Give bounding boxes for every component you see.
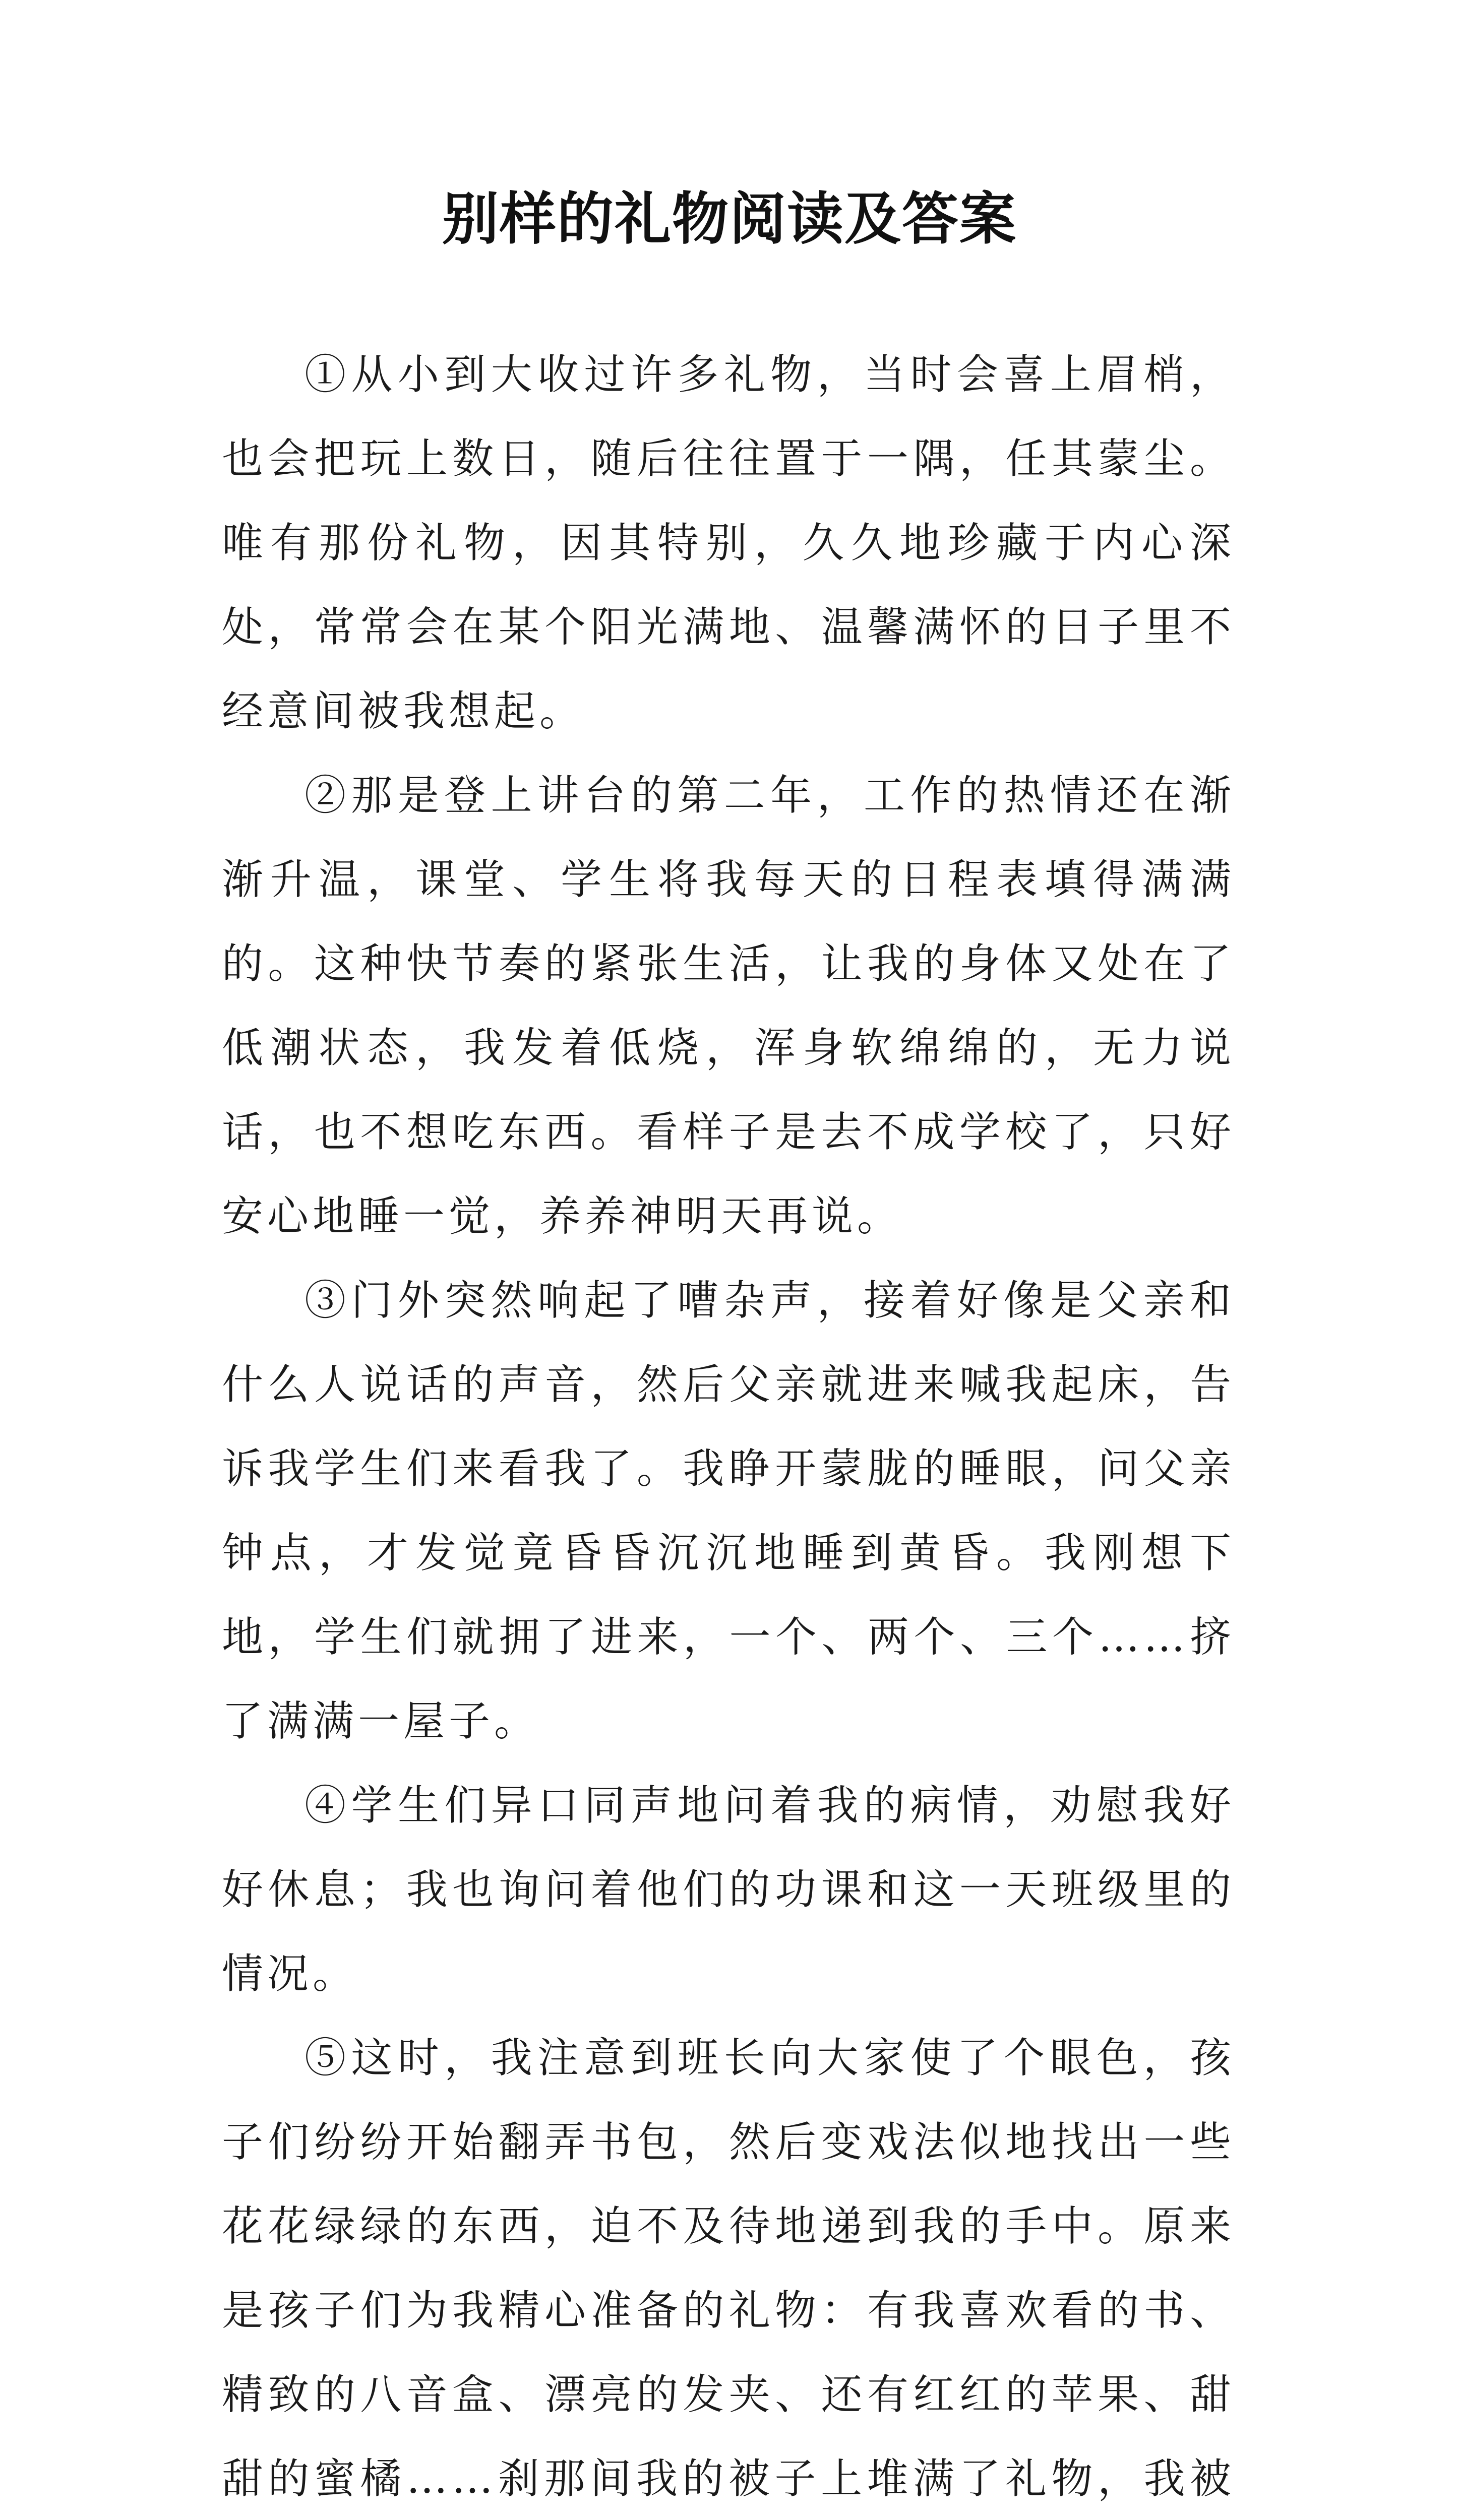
document-title: 别样的礼物阅读及答案	[442, 186, 1017, 252]
paragraph-1: ①从小到大收过许多礼物，当时会喜上眉梢，也会把玩上数日，随后往往置于一隅，任其蒙尘。唯有那份礼物，因其特别，久久地珍藏于内心深处，常常会在某个阳光满地、温馨满怀的日子里不经意间被我想起。	[222, 351, 1235, 735]
document-body	[222, 333, 1235, 2520]
paragraph-3: ③门外突然响起了嘈杂声，接着好像是父亲和什么人说话的声音，然后父亲就进来喊我起床，告诉我学生们来看我了。我睁开蒙胧的睡眼，问父亲钟点，才发觉竟昏昏沉沉地睡到黄昏。我刚想下地，学生们就拥了进来，一个、两个、三个……挤了满满一屋子。	[222, 1277, 1235, 1745]
paragraph-2: ②那是登上讲台的第二年，工作的热情还在渐渐升温，课堂、学生将我每天的日程表填得满满的。这种快节奏的紧张生活，让我的身体又处在了低潮状态，我发着低烧，浑身软绵绵的，无力说话，也不想吃东西。看样子是去不成学校了，只好安心地睡一觉，养养神明天再说。	[222, 772, 1235, 1240]
paragraph-5: ⑤这时，我注意到班长向大家使了个眼色，孩子们纷纷开始翻弄书包，然后变戏法似地找出一些花花绿绿的东西，迫不及待地递到我的手中。原来是孩子们为我精心准备的礼物：有我喜欢看的书、精致的八音盒、漂亮的发夹、还有红红的苹果、甜甜的蜜橘……刹那间我的被子上堆满了礼物，我被	[222, 2034, 1235, 2503]
paragraph-4: ④学生们异口同声地问着我的病情，劝慰我好好休息；我也询问着他们的功课和这一天班级里的情况。	[222, 1782, 1235, 1998]
